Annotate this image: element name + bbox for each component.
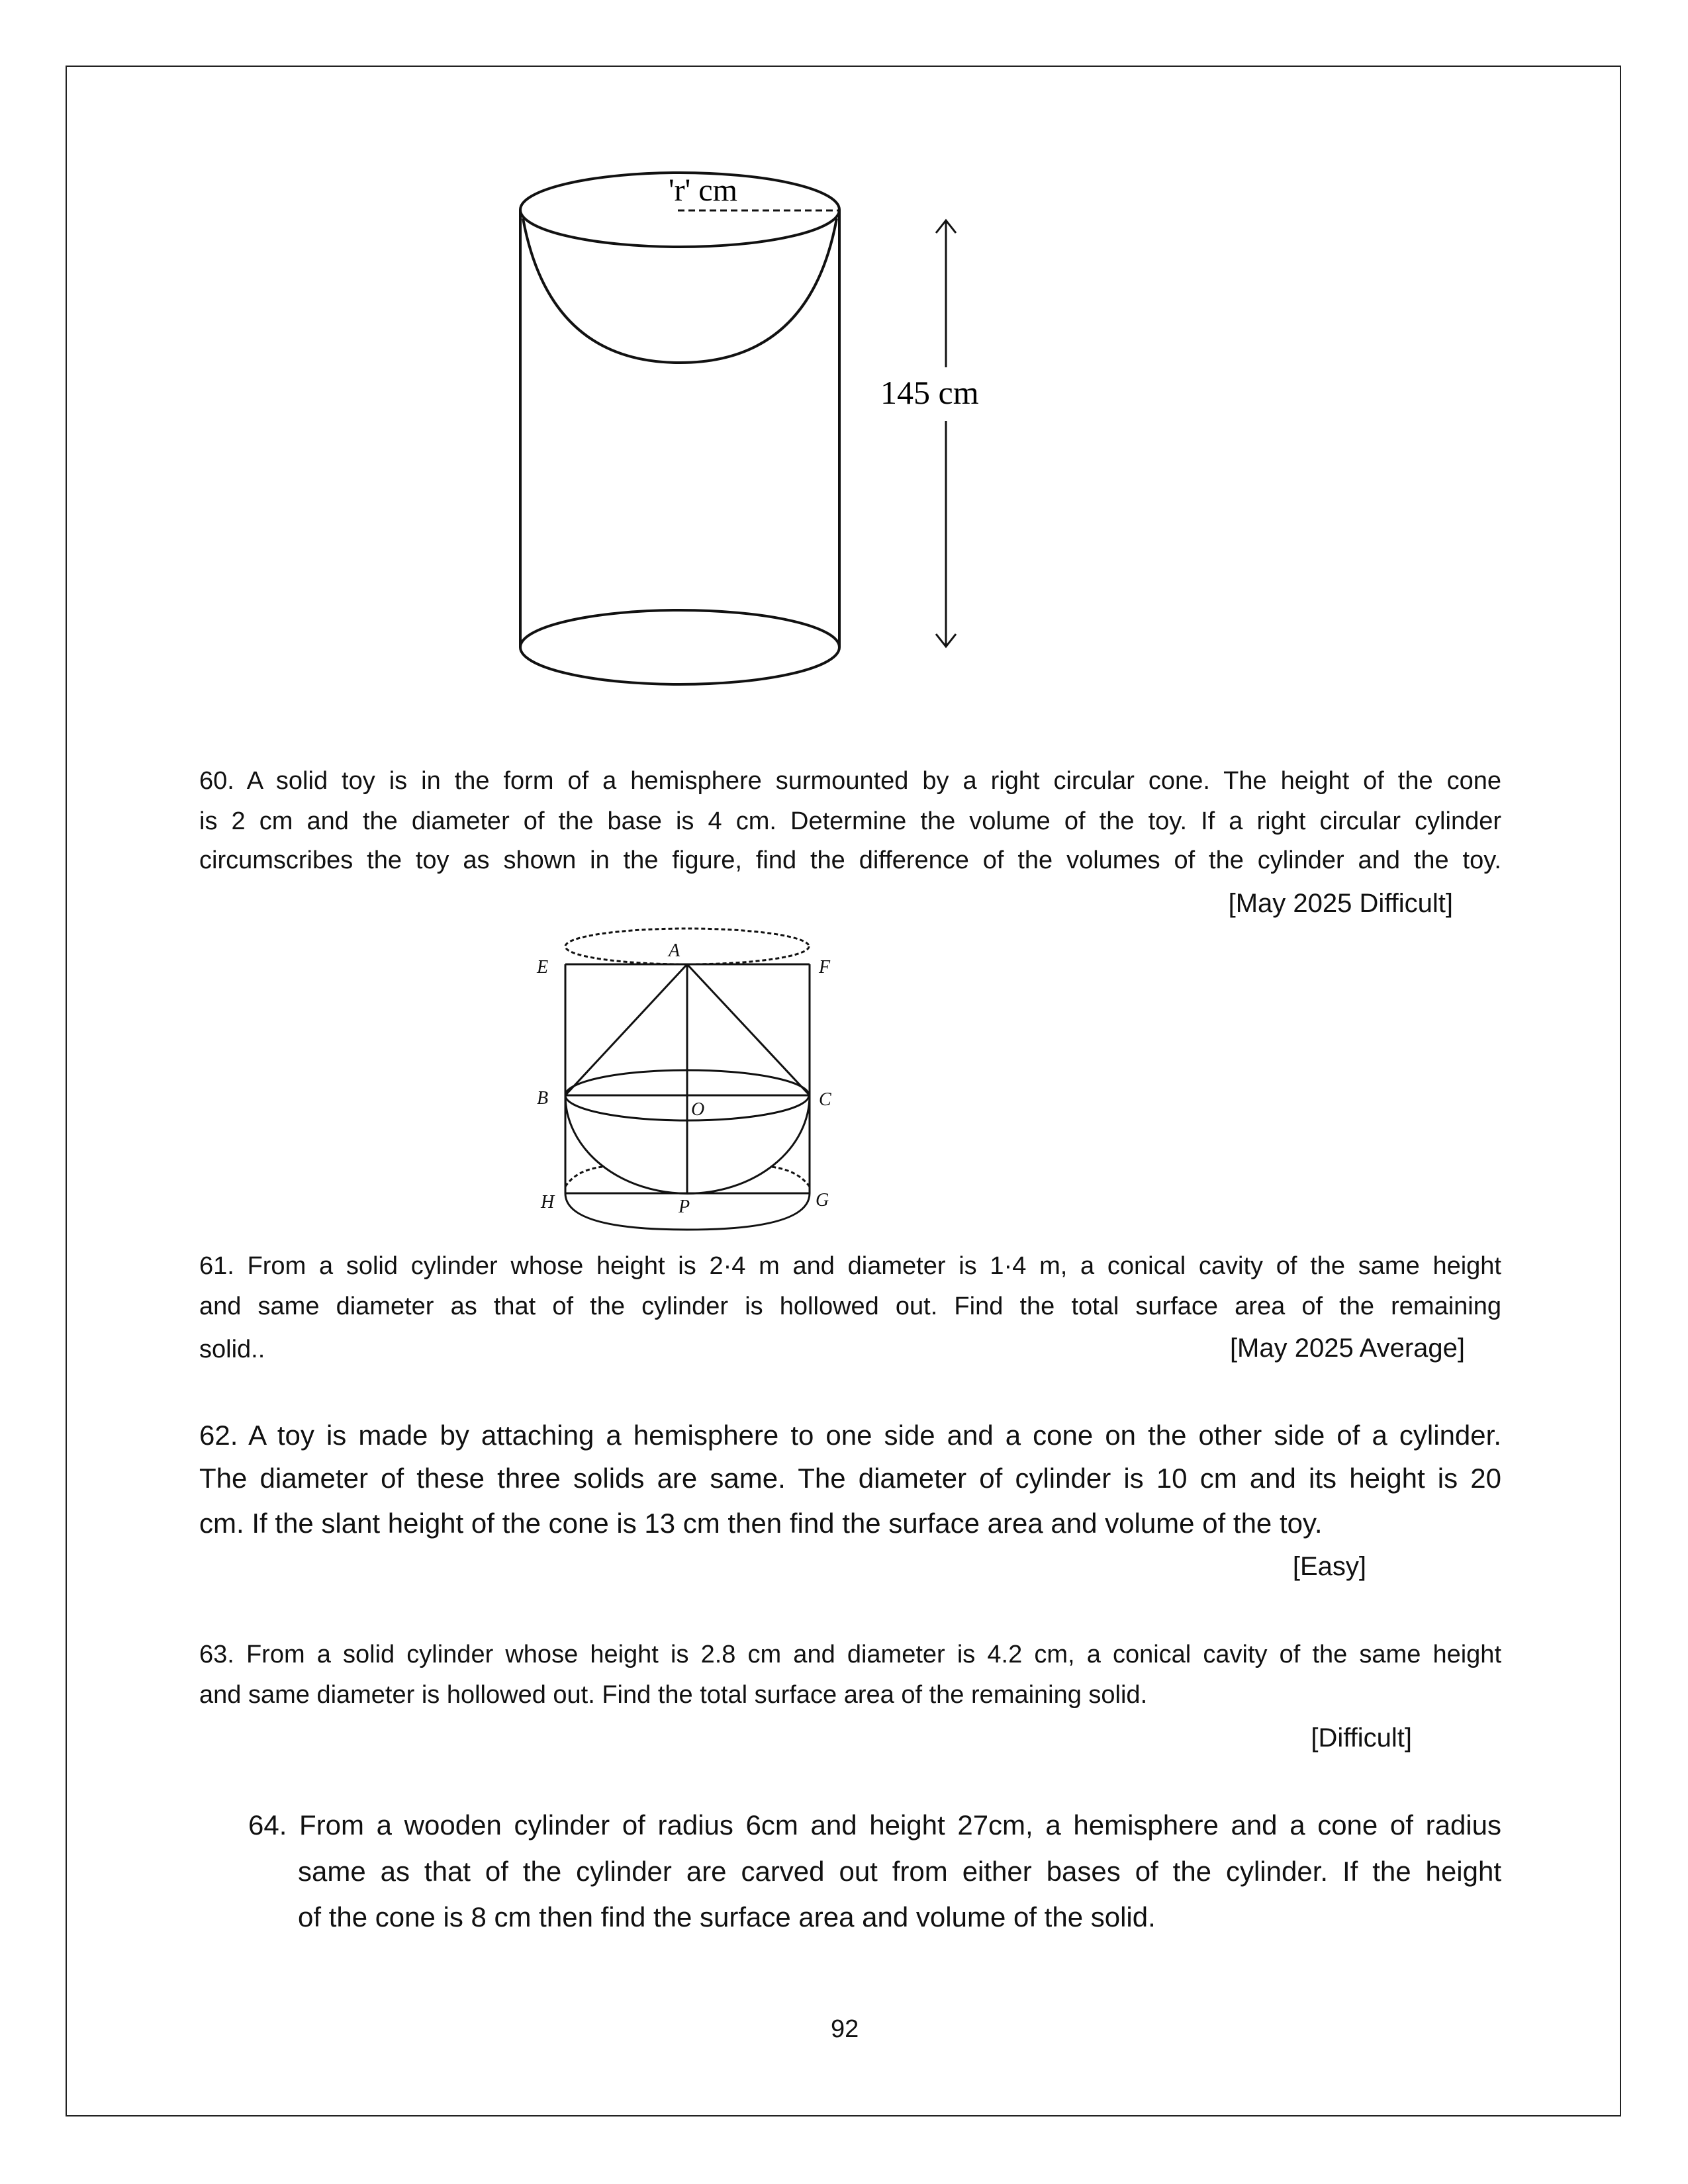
q63-line: and same diameter is hollowed out. Find the total surface area of the remaining solid. — [199, 1681, 1148, 1709]
q62-line: 62. A toy is made by attaching a hemisphere to one side and a cone on the other side of a cylinder. — [199, 1420, 1501, 1451]
q61-line: 61. From a solid cylinder whose height is 2·4 m and diameter is 1·4 m, a conical cavity of the same height — [199, 1252, 1501, 1280]
label-e: E — [537, 957, 549, 978]
q60-tag: [May 2025 Difficult] — [1228, 889, 1453, 918]
q64-line: same as that of the cylinder are carved out from either bases of the cylinder. If the height — [298, 1856, 1501, 1887]
q61-line: and same diameter as that of the cylinder is hollowed out. Find the total surface area of the remaining — [199, 1293, 1501, 1320]
q64-line: 64. From a wooden cylinder of radius 6cm and height 27cm, a hemisphere and a cone of radius — [248, 1809, 1501, 1841]
q60-line: 60. A solid toy is in the form of a hemisphere surmounted by a right circular cone. The height of the cone — [199, 767, 1501, 795]
q63-line: 63. From a solid cylinder whose height is 2.8 cm and diameter is 4.2 cm, a conical cavity of the same height — [199, 1641, 1501, 1668]
q62-line: The diameter of these three solids are same. The diameter of cylinder is 10 cm and its height is 20 — [199, 1463, 1501, 1494]
radius-label: 'r' cm — [669, 173, 737, 208]
q62-line: cm. If the slant height of the cone is 13 cm then find the surface area and volume of the toy. — [199, 1508, 1323, 1539]
q64-line: of the cone is 8 cm then find the surface area and volume of the solid. — [298, 1901, 1156, 1933]
q60-line: circumscribes the toy as shown in the figure, find the difference of the volumes of the cylinder and the toy. — [199, 846, 1501, 874]
label-h: H — [541, 1192, 555, 1212]
label-p: P — [679, 1197, 690, 1217]
q60-line: is 2 cm and the diameter of the base is 4 cm. Determine the volume of the toy. If a right circular cylinder — [199, 807, 1501, 835]
label-a: A — [669, 940, 680, 961]
label-o: O — [691, 1099, 705, 1120]
q61-line: solid.. — [199, 1336, 265, 1363]
cylinder-hemisphere-figure — [520, 173, 956, 684]
q62-tag: [Easy] — [1292, 1552, 1366, 1581]
label-c: C — [819, 1089, 831, 1110]
toy-in-cylinder-figure — [565, 929, 810, 1230]
label-g: G — [816, 1190, 829, 1210]
q61-tag: [May 2025 Average] — [1229, 1334, 1465, 1363]
q63-tag: [Difficult] — [1311, 1723, 1412, 1752]
height-label: 145 cm — [880, 374, 979, 411]
page-number: 92 — [831, 2015, 859, 2043]
label-f: F — [819, 957, 831, 978]
label-b: B — [537, 1088, 549, 1109]
